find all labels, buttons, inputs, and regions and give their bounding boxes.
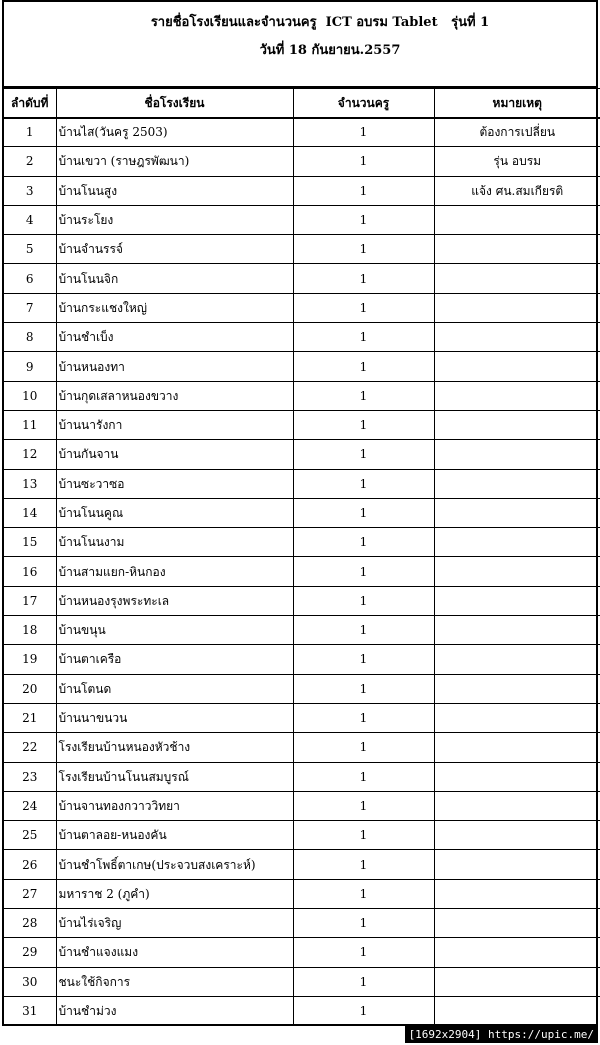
header-no: ลำดับที่ <box>4 89 56 118</box>
table-row <box>4 879 600 908</box>
row-number: 17 <box>4 586 56 615</box>
row-note <box>434 850 600 879</box>
school-name: บ้านกุดเสลาหนองขวาง <box>56 381 293 410</box>
school-name: บ้านโนนงาม <box>56 528 293 557</box>
school-name: บ้านกระแชงใหญ่ <box>56 293 293 322</box>
teacher-count: 1 <box>293 674 434 703</box>
table-row <box>4 235 600 264</box>
teacher-count: 1 <box>293 616 434 645</box>
row-number: 6 <box>4 264 56 293</box>
school-name: โรงเรียนบ้านหนองหัวช้าง <box>56 733 293 762</box>
teacher-count: 1 <box>293 909 434 938</box>
row-note <box>434 938 600 967</box>
row-number: 22 <box>4 733 56 762</box>
document-title: รายชื่อโรงเรียนและจำนวนครู ICT อบรม Tablet รุ่นที่ 1 <box>150 15 490 30</box>
table-row <box>4 352 600 381</box>
teacher-count: 1 <box>293 586 434 615</box>
school-name: บ้านชำม่วง <box>56 996 293 1025</box>
row-note <box>434 235 600 264</box>
school-name: บ้านระโยง <box>56 205 293 234</box>
teacher-count: 1 <box>293 469 434 498</box>
table-row <box>4 469 600 498</box>
table-header-row <box>4 89 600 118</box>
table-row <box>4 557 600 586</box>
table-row <box>4 703 600 732</box>
row-note <box>434 498 600 527</box>
row-note <box>434 879 600 908</box>
teacher-count: 1 <box>293 879 434 908</box>
teacher-count: 1 <box>293 410 434 439</box>
school-name: บ้านโนนสูง <box>56 176 293 205</box>
teacher-count: 1 <box>293 498 434 527</box>
table-row <box>4 264 600 293</box>
row-number: 24 <box>4 791 56 820</box>
row-note <box>434 469 600 498</box>
school-table <box>4 88 600 1026</box>
school-name: บ้านขนุน <box>56 616 293 645</box>
school-name: บ้านโนนคูณ <box>56 498 293 527</box>
row-number: 18 <box>4 616 56 645</box>
teacher-count: 1 <box>293 235 434 264</box>
school-name: มหาราช 2 (ภูคำ) <box>56 879 293 908</box>
teacher-count: 1 <box>293 381 434 410</box>
table-row <box>4 938 600 967</box>
watermark: [1692x2904] https://upic.me/ <box>405 1026 598 1043</box>
header-note: หมายเหตุ <box>434 89 600 118</box>
table-row <box>4 791 600 820</box>
teacher-count: 1 <box>293 440 434 469</box>
title-block <box>4 2 596 88</box>
table-row <box>4 410 600 439</box>
table-row <box>4 821 600 850</box>
table-row <box>4 850 600 879</box>
school-name: บ้านชำแจงแมง <box>56 938 293 967</box>
row-note <box>434 762 600 791</box>
row-number: 3 <box>4 176 56 205</box>
school-name: บ้านสามแยก-หินกอง <box>56 557 293 586</box>
table-row <box>4 293 600 322</box>
row-note <box>434 440 600 469</box>
row-note <box>434 733 600 762</box>
row-note <box>434 703 600 732</box>
school-name: ชนะใช้กิจการ <box>56 967 293 996</box>
row-number: 7 <box>4 293 56 322</box>
school-name: บ้านไส(วันครู 2503) <box>56 118 293 147</box>
teacher-count: 1 <box>293 557 434 586</box>
row-note <box>434 557 600 586</box>
row-note: ต้องการเปลี่ยน <box>434 118 600 147</box>
row-number: 9 <box>4 352 56 381</box>
table-row <box>4 118 600 147</box>
table-row <box>4 323 600 352</box>
teacher-count: 1 <box>293 205 434 234</box>
school-name: บ้านไร่เจริญ <box>56 909 293 938</box>
document-date: วันที่ 18 กันยายน.2557 <box>259 43 401 58</box>
teacher-count: 1 <box>293 264 434 293</box>
school-name: บ้านกันจาน <box>56 440 293 469</box>
school-name: บ้านชำโพธิ์ตาเกษ(ประจวบสงเคราะห์) <box>56 850 293 879</box>
row-note <box>434 264 600 293</box>
row-number: 19 <box>4 645 56 674</box>
teacher-count: 1 <box>293 850 434 879</box>
row-note <box>434 586 600 615</box>
teacher-count: 1 <box>293 118 434 147</box>
row-note <box>434 410 600 439</box>
teacher-count: 1 <box>293 996 434 1025</box>
row-number: 11 <box>4 410 56 439</box>
teacher-count: 1 <box>293 733 434 762</box>
row-number: 15 <box>4 528 56 557</box>
table-row <box>4 528 600 557</box>
header-teacher-count: จำนวนครู <box>293 89 434 118</box>
table-row <box>4 645 600 674</box>
row-number: 30 <box>4 967 56 996</box>
school-name: บ้านตาลอย-หนองคัน <box>56 821 293 850</box>
table-row <box>4 147 600 176</box>
table-row <box>4 205 600 234</box>
row-number: 13 <box>4 469 56 498</box>
row-note <box>434 528 600 557</box>
row-note <box>434 967 600 996</box>
table-row <box>4 176 600 205</box>
row-number: 4 <box>4 205 56 234</box>
row-note <box>434 616 600 645</box>
table-row <box>4 616 600 645</box>
teacher-count: 1 <box>293 762 434 791</box>
school-name: บ้านซะวาซอ <box>56 469 293 498</box>
row-number: 2 <box>4 147 56 176</box>
table-row <box>4 909 600 938</box>
row-note <box>434 381 600 410</box>
teacher-count: 1 <box>293 323 434 352</box>
school-name: บ้านตาเครือ <box>56 645 293 674</box>
teacher-count: 1 <box>293 967 434 996</box>
row-number: 21 <box>4 703 56 732</box>
teacher-count: 1 <box>293 703 434 732</box>
row-number: 31 <box>4 996 56 1025</box>
row-note: รุ่น อบรม <box>434 147 600 176</box>
row-number: 23 <box>4 762 56 791</box>
row-note: แจ้ง ศน.สมเกียรติ <box>434 176 600 205</box>
teacher-count: 1 <box>293 176 434 205</box>
row-note <box>434 352 600 381</box>
row-note <box>434 996 600 1025</box>
row-number: 27 <box>4 879 56 908</box>
row-number: 20 <box>4 674 56 703</box>
row-note <box>434 674 600 703</box>
school-name: บ้านจำนรรจ์ <box>56 235 293 264</box>
row-note <box>434 205 600 234</box>
teacher-count: 1 <box>293 528 434 557</box>
row-note <box>434 791 600 820</box>
school-name: บ้านเขวา (ราษฎรพัฒนา) <box>56 147 293 176</box>
row-note <box>434 293 600 322</box>
school-name: บ้านโนนจิก <box>56 264 293 293</box>
school-name: บ้านโตนด <box>56 674 293 703</box>
table-row <box>4 674 600 703</box>
row-note <box>434 821 600 850</box>
school-name: บ้านชำเบ็ง <box>56 323 293 352</box>
teacher-count: 1 <box>293 645 434 674</box>
school-name: บ้านจานทองกวาววิทยา <box>56 791 293 820</box>
row-number: 14 <box>4 498 56 527</box>
row-number: 25 <box>4 821 56 850</box>
row-number: 5 <box>4 235 56 264</box>
table-row <box>4 762 600 791</box>
row-note <box>434 323 600 352</box>
document-sheet <box>2 0 598 1026</box>
teacher-count: 1 <box>293 352 434 381</box>
school-name: บ้านนาขนวน <box>56 703 293 732</box>
table-row <box>4 733 600 762</box>
header-school-name: ชื่อโรงเรียน <box>56 89 293 118</box>
school-name: บ้านนารังกา <box>56 410 293 439</box>
row-number: 16 <box>4 557 56 586</box>
row-number: 1 <box>4 118 56 147</box>
teacher-count: 1 <box>293 147 434 176</box>
teacher-count: 1 <box>293 791 434 820</box>
row-number: 12 <box>4 440 56 469</box>
teacher-count: 1 <box>293 821 434 850</box>
table-row <box>4 381 600 410</box>
table-body <box>4 118 600 1026</box>
row-number: 29 <box>4 938 56 967</box>
row-note <box>434 645 600 674</box>
teacher-count: 1 <box>293 938 434 967</box>
school-name: บ้านหนองรุงพระทะเล <box>56 586 293 615</box>
school-name: บ้านหนองทา <box>56 352 293 381</box>
table-row <box>4 967 600 996</box>
table-row <box>4 440 600 469</box>
row-note <box>434 909 600 938</box>
row-number: 10 <box>4 381 56 410</box>
school-name: โรงเรียนบ้านโนนสมบูรณ์ <box>56 762 293 791</box>
row-number: 8 <box>4 323 56 352</box>
table-row <box>4 586 600 615</box>
row-number: 28 <box>4 909 56 938</box>
row-number: 26 <box>4 850 56 879</box>
teacher-count: 1 <box>293 293 434 322</box>
table-row <box>4 498 600 527</box>
table-row <box>4 996 600 1025</box>
